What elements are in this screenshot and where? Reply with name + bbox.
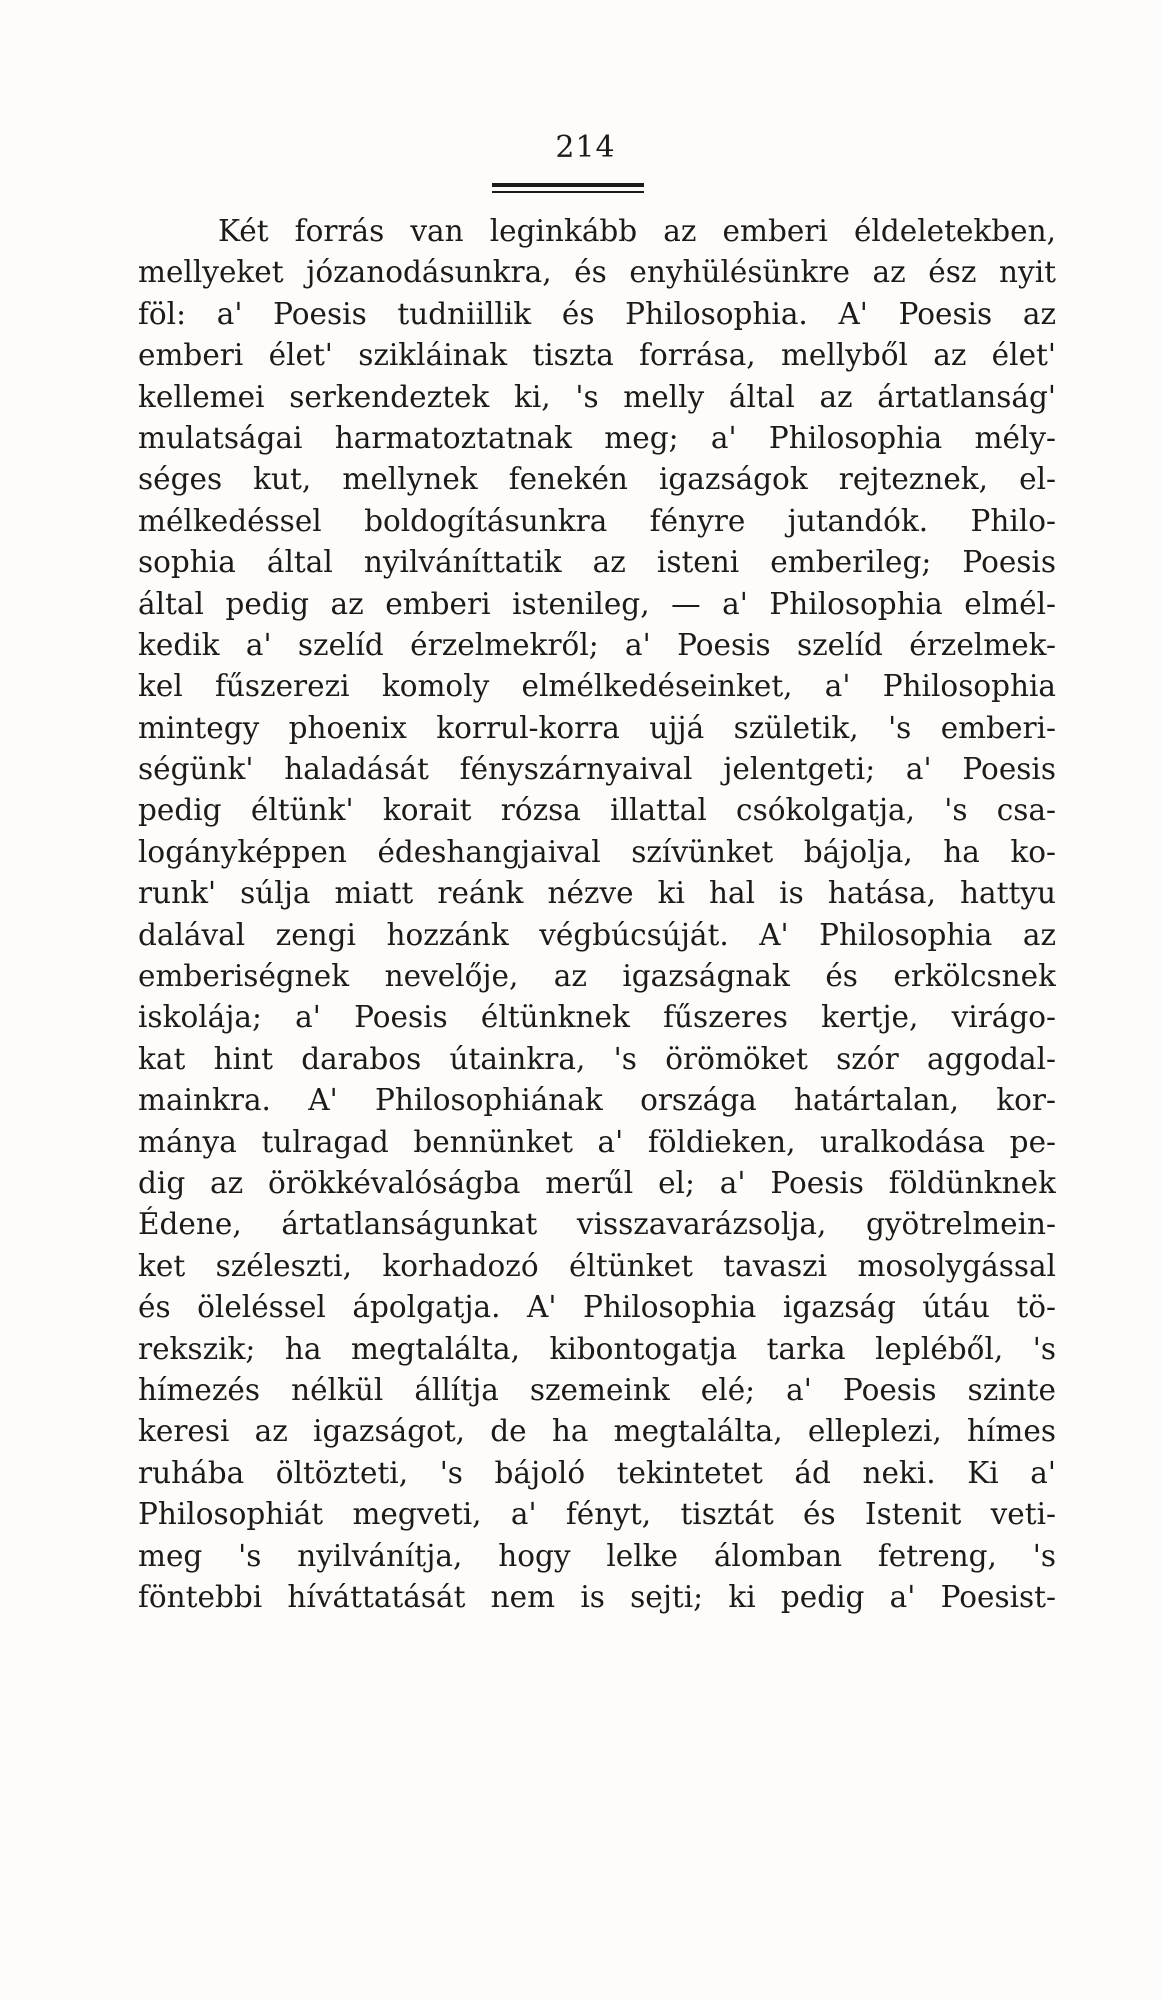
text-line: kellemei serkendeztek ki, 's melly által az ártatlanság': [138, 379, 1056, 414]
text-line: emberi élet' szikláinak tiszta forrása, mellyből az élet': [138, 338, 1056, 373]
text-line: hímezés nélkül állítja szemeink elé; a' Poesis szinte: [138, 1372, 1056, 1407]
text-line: által pedig az emberi istenileg, — a' Philosophia elmél-: [138, 586, 1056, 621]
text-line: és öleléssel ápolgatja. A' Philosophia igazság útáu tö-: [138, 1290, 1056, 1325]
text-line: keresi az igazságot, de ha megtalálta, elleplezi, hímes: [138, 1414, 1056, 1449]
text-line: dig az örökkévalóságba merűl el; a' Poesis földünknek: [138, 1165, 1056, 1200]
text-line: emberiségnek nevelője, az igazságnak és erkölcsnek: [138, 959, 1056, 994]
text-line: ruhába öltözteti, 's bájoló tekintetet ád neki. Ki a': [138, 1455, 1056, 1490]
text-line: ket széleszti, korhadozó éltünket tavaszi mosolygással: [138, 1248, 1056, 1283]
text-line: mintegy phoenix korrul-korra ujjá születik, 's emberi-: [138, 710, 1056, 745]
text-line: Két forrás van leginkább az emberi éldeletekben,: [218, 214, 1056, 248]
text-line: sophia által nyilváníttatik az isteni emberileg; Poesis: [138, 545, 1056, 580]
header-rule-thin: [492, 191, 644, 193]
text-line: rekszik; ha megtalálta, kibontogatja tarka lepléből, 's: [138, 1331, 1056, 1366]
text-line: runk' súlja miatt reánk nézve ki hal is hatása, hattyu: [138, 876, 1056, 911]
text-line: kedik a' szelíd érzelmekről; a' Poesis szelíd érzelmek-: [138, 627, 1056, 662]
text-line: meg 's nyilvánítja, hogy lelke álomban fetreng, 's: [138, 1538, 1056, 1573]
text-line: mélkedéssel boldogításunkra fényre jutandók. Philo-: [138, 503, 1056, 538]
page-number: 214: [555, 130, 616, 165]
text-line: dalával zengi hozzánk végbúcsúját. A' Philosophia az: [138, 917, 1056, 952]
body-text: [138, 211, 1056, 1618]
text-line: Édene, ártatlanságunkat visszavarázsolja, gyötrelmein-: [138, 1207, 1056, 1242]
text-line: logányképpen édeshangjaival szívünket bájolja, ha ko-: [138, 834, 1056, 869]
text-line: kel fűszerezi komoly elmélkedéseinket, a' Philosophia: [138, 669, 1056, 704]
text-line: föntebbi híváttatását nem is sejti; ki pedig a' Poesist-: [138, 1579, 1056, 1614]
text-line: föl: a' Poesis tudniillik és Philosophia. A' Poesis az: [138, 296, 1056, 331]
header-rule-thick: [492, 183, 644, 187]
text-line: ségünk' haladását fényszárnyaival jelentgeti; a' Poesis: [138, 752, 1056, 787]
text-line: mánya tulragad bennünket a' földieken, uralkodása pe-: [138, 1124, 1056, 1159]
text-line: pedig éltünk' korait rózsa illattal csókolgatja, 's csa-: [138, 793, 1056, 828]
text-line: mellyeket józanodásunkra, és enyhülésünkre az ész nyit: [138, 255, 1056, 290]
text-line: mainkra. A' Philosophiának országa határtalan, kor-: [138, 1083, 1056, 1118]
text-line: séges kut, mellynek fenekén igazságok rejteznek, el-: [138, 462, 1056, 497]
text-line: Philosophiát megveti, a' fényt, tisztát és Istenit veti-: [138, 1497, 1056, 1532]
text-line: iskolája; a' Poesis éltünknek fűszeres kertje, virágo-: [138, 1000, 1056, 1035]
text-line: kat hint darabos útainkra, 's örömöket szór aggodal-: [138, 1041, 1056, 1076]
text-line: mulatságai harmatoztatnak meg; a' Philosophia mély-: [138, 420, 1056, 455]
